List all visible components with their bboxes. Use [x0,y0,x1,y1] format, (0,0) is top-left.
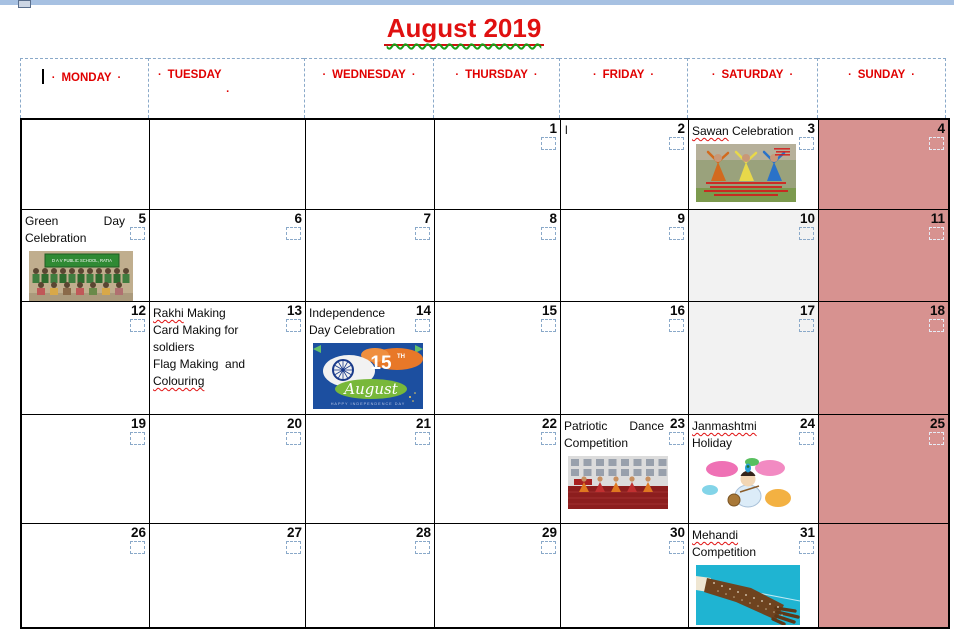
day-cell-tue-aug-20[interactable] [150,415,306,524]
date-block [929,304,945,332]
date-block [130,212,146,240]
event-text [153,305,281,390]
date-content-control[interactable] [799,319,814,332]
day-cell-fri-aug-2[interactable] [561,120,689,210]
event-line: Green Day [25,214,125,228]
date-block [669,212,685,240]
title-row [0,13,928,52]
date-content-control[interactable] [929,319,944,332]
date-number: 25 [929,416,945,431]
date-number: 26 [130,525,146,540]
event-line: soldiers [153,340,195,354]
date-content-control[interactable] [286,541,301,554]
date-number: 31 [799,525,815,540]
date-content-control[interactable] [669,432,684,445]
date-block [541,122,557,150]
date-number: 10 [799,211,815,226]
day-cell-sat-aug-3[interactable] [689,120,819,210]
day-cell-fri-aug-9[interactable] [561,210,689,302]
date-number: 28 [415,525,431,540]
paragraph-mark: · [789,69,794,81]
page-title-text: August 2019 [384,13,545,46]
day-header-monday [20,58,148,118]
day-cell-sun-aug-4[interactable] [819,120,948,210]
date-number: 29 [541,525,557,540]
date-block [541,417,557,445]
event-line: Sawan Celebration [692,124,794,138]
svg-text:15: 15 [370,353,392,374]
date-content-control[interactable] [669,541,684,554]
day-cell-thu-aug-15[interactable] [435,302,561,415]
day-cell-wed-aug-14[interactable] [306,302,435,415]
date-number: 21 [415,416,431,431]
date-block [130,526,146,554]
paragraph-mark: · [592,69,597,81]
image-patriotic-dance[interactable] [568,456,668,509]
misspelled-word: Sawan [692,124,729,138]
event-line: Competition [692,545,757,559]
event-line: Rakhi Making [153,306,226,320]
date-number: 2 [677,121,685,136]
date-content-control[interactable] [799,137,814,150]
date-number: 13 [286,303,302,318]
misspelled-word: Colouring [153,374,205,388]
week-row-3 [22,302,948,415]
day-cell-thu-aug-1[interactable] [435,120,561,210]
date-number: 23 [669,416,685,431]
event-line: Flag Making and [153,357,246,371]
day-cell-fri-aug-30[interactable] [561,524,689,627]
date-number: 19 [130,416,146,431]
date-block [929,417,945,445]
text-cursor [42,69,44,84]
date-number: 8 [549,211,557,226]
date-block [929,212,945,240]
day-header-label: THURSDAY [465,69,528,81]
date-number: 18 [929,303,945,318]
stray-text: l [565,123,568,137]
day-cell-sat-aug-17[interactable] [689,302,819,415]
empty-paragraph-mark [152,86,304,98]
event-text [692,418,794,452]
date-block [286,526,302,554]
date-content-control[interactable] [541,137,556,150]
date-number: 22 [541,416,557,431]
date-block [415,212,431,240]
image-independence-day[interactable] [313,343,423,409]
day-cell-tue-aug-13[interactable] [150,302,306,415]
day-cell-sun-aug-11[interactable] [819,210,948,302]
day-header-label: SUNDAY [857,69,906,81]
day-header-sunday [817,58,946,118]
date-content-control[interactable] [929,137,944,150]
event-text [692,123,794,140]
date-content-control[interactable] [415,227,430,240]
event-line: Competition [564,436,629,450]
week-row-2 [22,210,948,302]
date-block [669,122,685,150]
image-krishna-janmashtami[interactable] [696,456,796,514]
paragraph-mark: · [51,72,56,84]
date-content-control[interactable] [415,432,430,445]
date-block [286,212,302,240]
date-block [799,417,815,445]
day-cell-fri-aug-23[interactable] [561,415,689,524]
week-row-1 [22,120,948,210]
paragraph-mark: · [711,69,716,81]
day-cell-wed-empty[interactable] [306,120,435,210]
date-number: 9 [677,211,685,226]
event-text [309,305,410,339]
date-content-control[interactable] [415,541,430,554]
event-line: Celebration [25,231,87,245]
day-header-label: MONDAY [61,72,112,84]
date-number: 7 [423,211,431,226]
date-number: 4 [937,121,945,136]
day-cell-wed-aug-7[interactable] [306,210,435,302]
day-cell-sun-aug-18[interactable] [819,302,948,415]
date-number: 12 [130,303,146,318]
day-cell-tue-empty[interactable] [150,120,306,210]
date-block [929,122,945,150]
date-content-control[interactable] [541,227,556,240]
date-content-control[interactable] [929,432,944,445]
paragraph-mark: · [911,69,915,81]
date-content-control[interactable] [286,432,301,445]
date-content-control[interactable] [541,541,556,554]
date-block [415,526,431,554]
svg-text:August: August [344,380,398,398]
day-header-label: FRIDAY [602,69,645,81]
date-block [130,304,146,332]
misspelled-word: Rakhi [153,306,184,320]
day-header-tuesday [148,58,304,118]
day-header-saturday [687,58,817,118]
day-cell-thu-aug-22[interactable] [435,415,561,524]
date-block [286,304,302,332]
date-content-control[interactable] [130,432,145,445]
day-cell-thu-aug-8[interactable] [435,210,561,302]
calendar-header-row [20,58,950,118]
date-content-control[interactable] [130,227,145,240]
date-number: 1 [549,121,557,136]
date-number: 15 [541,303,557,318]
date-number: 30 [669,525,685,540]
date-content-control[interactable] [541,319,556,332]
date-content-control[interactable] [286,227,301,240]
paragraph-mark: · [226,86,230,98]
date-block [799,122,815,150]
day-cell-mon-aug-5[interactable] [22,210,150,302]
day-header-label: SATURDAY [721,69,784,81]
date-block [669,304,685,332]
day-header-wednesday [304,58,433,118]
paragraph-mark: · [322,69,327,81]
date-content-control[interactable] [415,319,430,332]
week-row-4 [22,415,948,524]
date-block [415,417,431,445]
date-number: 11 [930,211,945,226]
day-cell-wed-aug-28[interactable] [306,524,435,627]
date-number: 17 [799,303,815,318]
day-header-label: TUESDAY [167,69,222,81]
event-line: Holiday [692,436,733,450]
date-block [415,304,431,332]
window-control-icon [18,0,31,8]
event-text [692,527,794,561]
date-number: 14 [415,303,431,318]
date-content-control[interactable] [669,137,684,150]
date-content-control[interactable] [130,319,145,332]
date-number: 3 [807,121,815,136]
date-content-control[interactable] [799,541,814,554]
week-row-5 [22,524,948,627]
date-content-control[interactable] [669,319,684,332]
date-content-control[interactable] [286,319,301,332]
date-block [541,526,557,554]
day-cell-mon-empty[interactable] [22,120,150,210]
day-cell-sat-aug-31[interactable] [689,524,819,627]
date-block [799,526,815,554]
paragraph-mark: · [117,72,122,84]
day-cell-mon-aug-19[interactable] [22,415,150,524]
event-line: Card Making for [153,323,239,337]
day-cell-thu-aug-29[interactable] [435,524,561,627]
day-cell-sun-aug-25[interactable] [819,415,948,524]
event-text [25,213,125,247]
paragraph-mark: · [533,69,538,81]
paragraph-mark: · [848,69,852,81]
calendar-body [20,118,950,629]
day-cell-mon-aug-12[interactable] [22,302,150,415]
image-green-day-group[interactable] [29,251,133,301]
day-cell-mon-aug-26[interactable] [22,524,150,627]
date-number: 5 [138,211,146,226]
date-content-control[interactable] [929,227,944,240]
date-block [669,526,685,554]
day-header-label: WEDNESDAY [332,69,406,81]
misspelled-word: Janmashtmi [692,419,757,433]
image-mehandi-hand[interactable] [696,565,800,625]
misspelled-word: Mehandi [692,528,739,542]
date-number: 20 [286,416,302,431]
paragraph-mark: · [455,69,460,81]
event-line: Independence [309,306,386,320]
day-header-friday [559,58,687,118]
day-header-thursday [433,58,559,118]
day-cell-tue-aug-27[interactable] [150,524,306,627]
day-cell-tue-aug-6[interactable] [150,210,306,302]
event-line [692,418,794,435]
page-title [384,13,545,52]
date-number: 16 [669,303,685,318]
date-block [286,417,302,445]
image-sawan-dancers[interactable] [696,144,796,202]
event-text [564,418,664,452]
day-cell-fri-aug-16[interactable] [561,302,689,415]
day-cell-sat-aug-24[interactable] [689,415,819,524]
date-number: 27 [286,525,302,540]
date-content-control[interactable] [799,432,814,445]
svg-text:D A V PUBLIC SCHOOL, RATIA: D A V PUBLIC SCHOOL, RATIA [52,258,112,263]
paragraph-mark: · [650,69,655,81]
event-line: Day Celebration [309,323,396,337]
event-line [153,373,281,390]
date-block [130,417,146,445]
svg-text:HAPPY INDEPENDENCE DAY: HAPPY INDEPENDENCE DAY [330,402,406,406]
date-number: 24 [799,416,815,431]
date-block [669,417,685,445]
date-content-control[interactable] [669,227,684,240]
calendar-table [20,58,950,629]
day-cell-wed-aug-21[interactable] [306,415,435,524]
event-line: Patriotic Dance [564,419,664,433]
date-block [541,212,557,240]
day-cell-sun-empty[interactable] [819,524,948,627]
window-top-strip [0,0,954,5]
date-block [541,304,557,332]
date-block [799,304,815,332]
date-content-control[interactable] [130,541,145,554]
paragraph-mark: · [158,69,162,81]
date-number: 6 [294,211,302,226]
svg-text:TH: TH [397,354,405,360]
date-block [799,212,815,240]
day-cell-sat-aug-10[interactable] [689,210,819,302]
date-content-control[interactable] [541,432,556,445]
paragraph-mark: · [411,69,416,81]
date-content-control[interactable] [799,227,814,240]
event-line [692,527,794,544]
